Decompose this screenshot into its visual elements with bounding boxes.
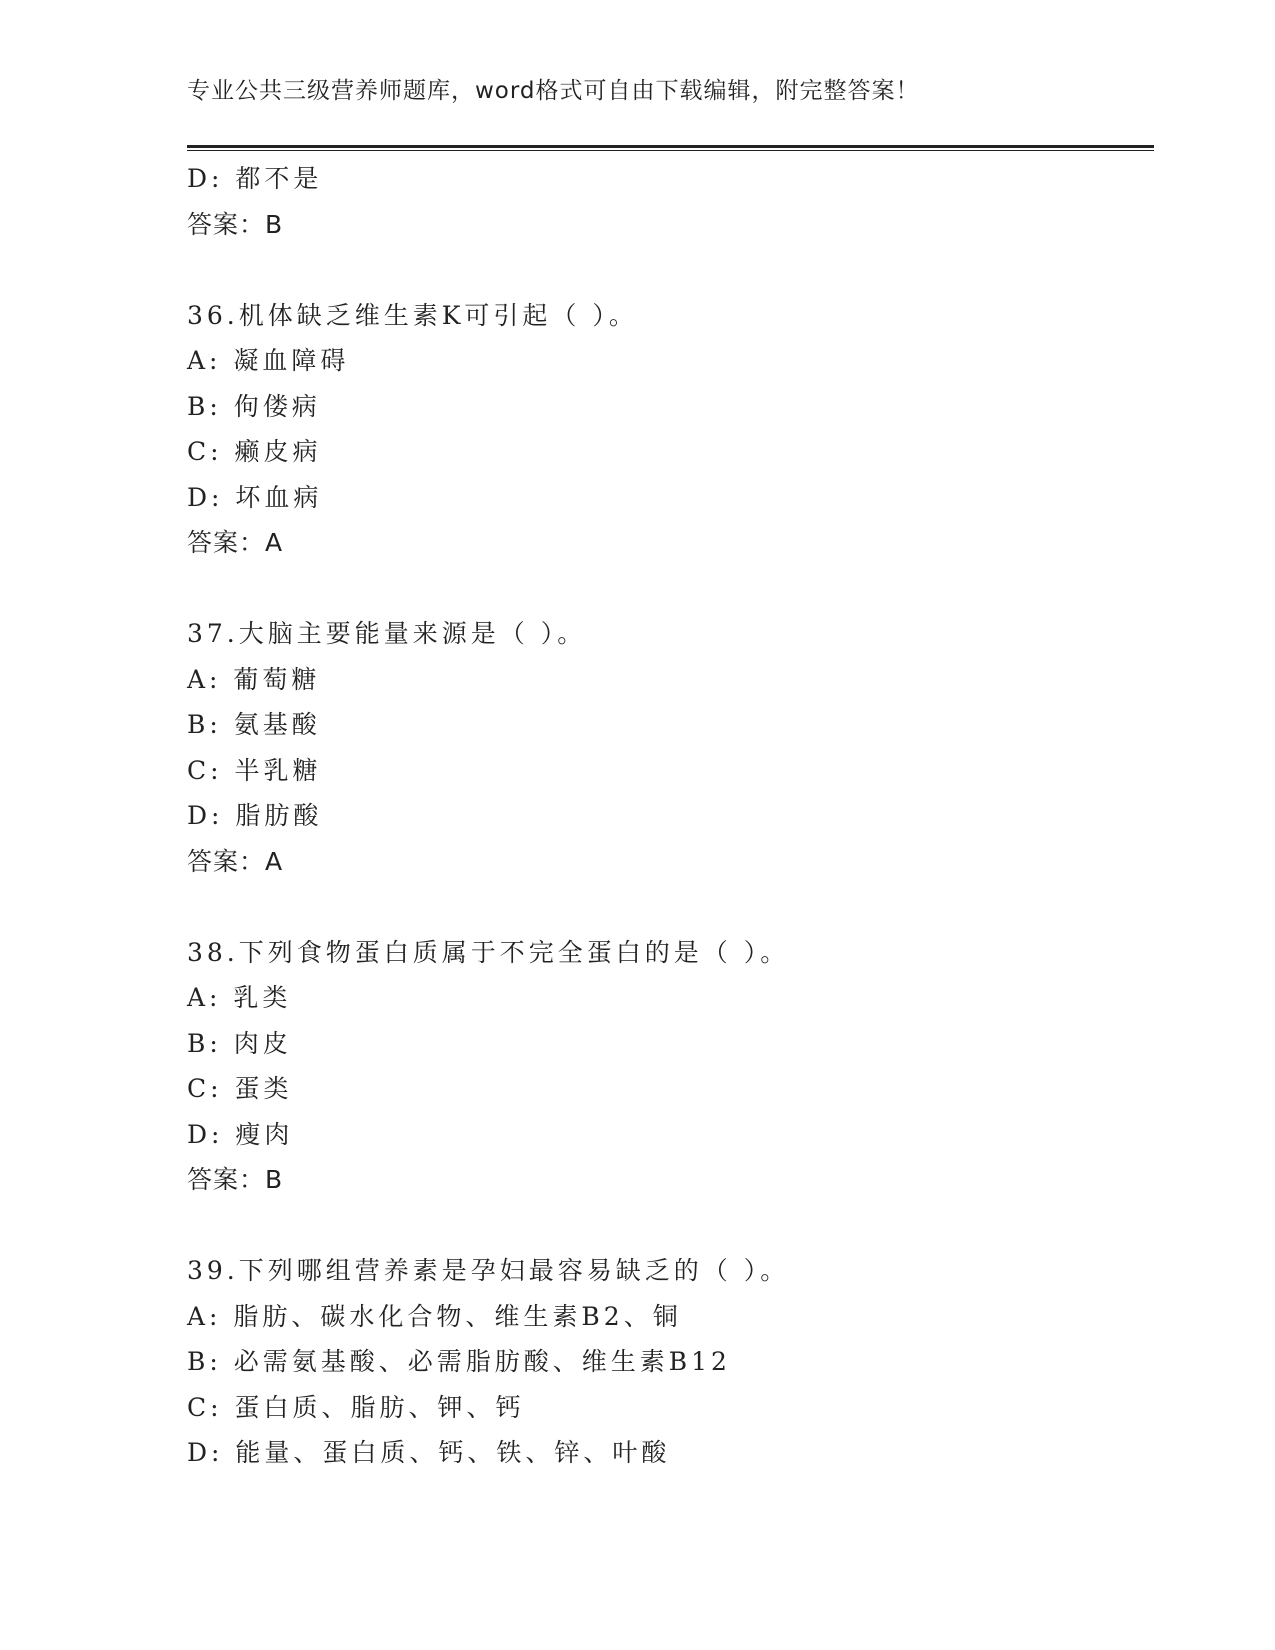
option-a: A: 葡萄糖 [187, 664, 321, 694]
question-stem: 39.下列哪组营养素是孕妇最容易缺乏的（ ）。 [187, 1256, 790, 1285]
option-b: B: 肉皮 [187, 1028, 292, 1058]
option-a: A: 乳类 [187, 983, 292, 1012]
question-stem: 38.下列食物蛋白质属于不完全蛋白的是（ ）。 [187, 937, 790, 967]
spacer [187, 247, 1154, 293]
option-c: C: 蛋白质、脂肪、钾、钙 [187, 1392, 525, 1422]
option-b: B: 氨基酸 [187, 710, 321, 739]
answer-line: 答案：A [187, 846, 284, 876]
header-divider [187, 145, 1154, 148]
option-c: C: 半乳糖 [187, 755, 322, 785]
answer-line: 答案：B [187, 1165, 284, 1194]
option-d: D: 都不是 [187, 164, 323, 193]
spacer [187, 884, 1154, 930]
option-d: D: 脂肪酸 [187, 801, 323, 830]
question-stem: 37.大脑主要能量来源是（ ）。 [187, 619, 587, 648]
option-b: B: 必需氨基酸、必需脂肪酸、维生素B12 [187, 1347, 731, 1376]
option-b: B: 佝偻病 [187, 391, 321, 421]
question-list [187, 156, 1154, 1476]
option-d: D: 瘦肉 [187, 1119, 294, 1149]
spacer [187, 566, 1154, 612]
option-d: D: 坏血病 [187, 482, 323, 512]
option-d: D: 能量、蛋白质、钙、铁、锌、叶酸 [187, 1438, 671, 1467]
option-c: C: 蛋类 [187, 1074, 293, 1103]
answer-line: 答案：A [187, 528, 284, 557]
spacer [187, 1203, 1154, 1249]
answer-line: 答案：B [187, 209, 284, 239]
page-header: 专业公共三级营养师题库，word格式可自由下载编辑，附完整答案！ [187, 78, 920, 104]
option-a: A: 凝血障碍 [187, 346, 350, 375]
option-a: A: 脂肪、碳水化合物、维生素B2、铜 [187, 1301, 682, 1331]
question-stem: 36.机体缺乏维生素K可引起（ ）。 [187, 300, 638, 330]
option-c: C: 癞皮病 [187, 437, 322, 466]
header-divider-thin [187, 150, 1154, 151]
